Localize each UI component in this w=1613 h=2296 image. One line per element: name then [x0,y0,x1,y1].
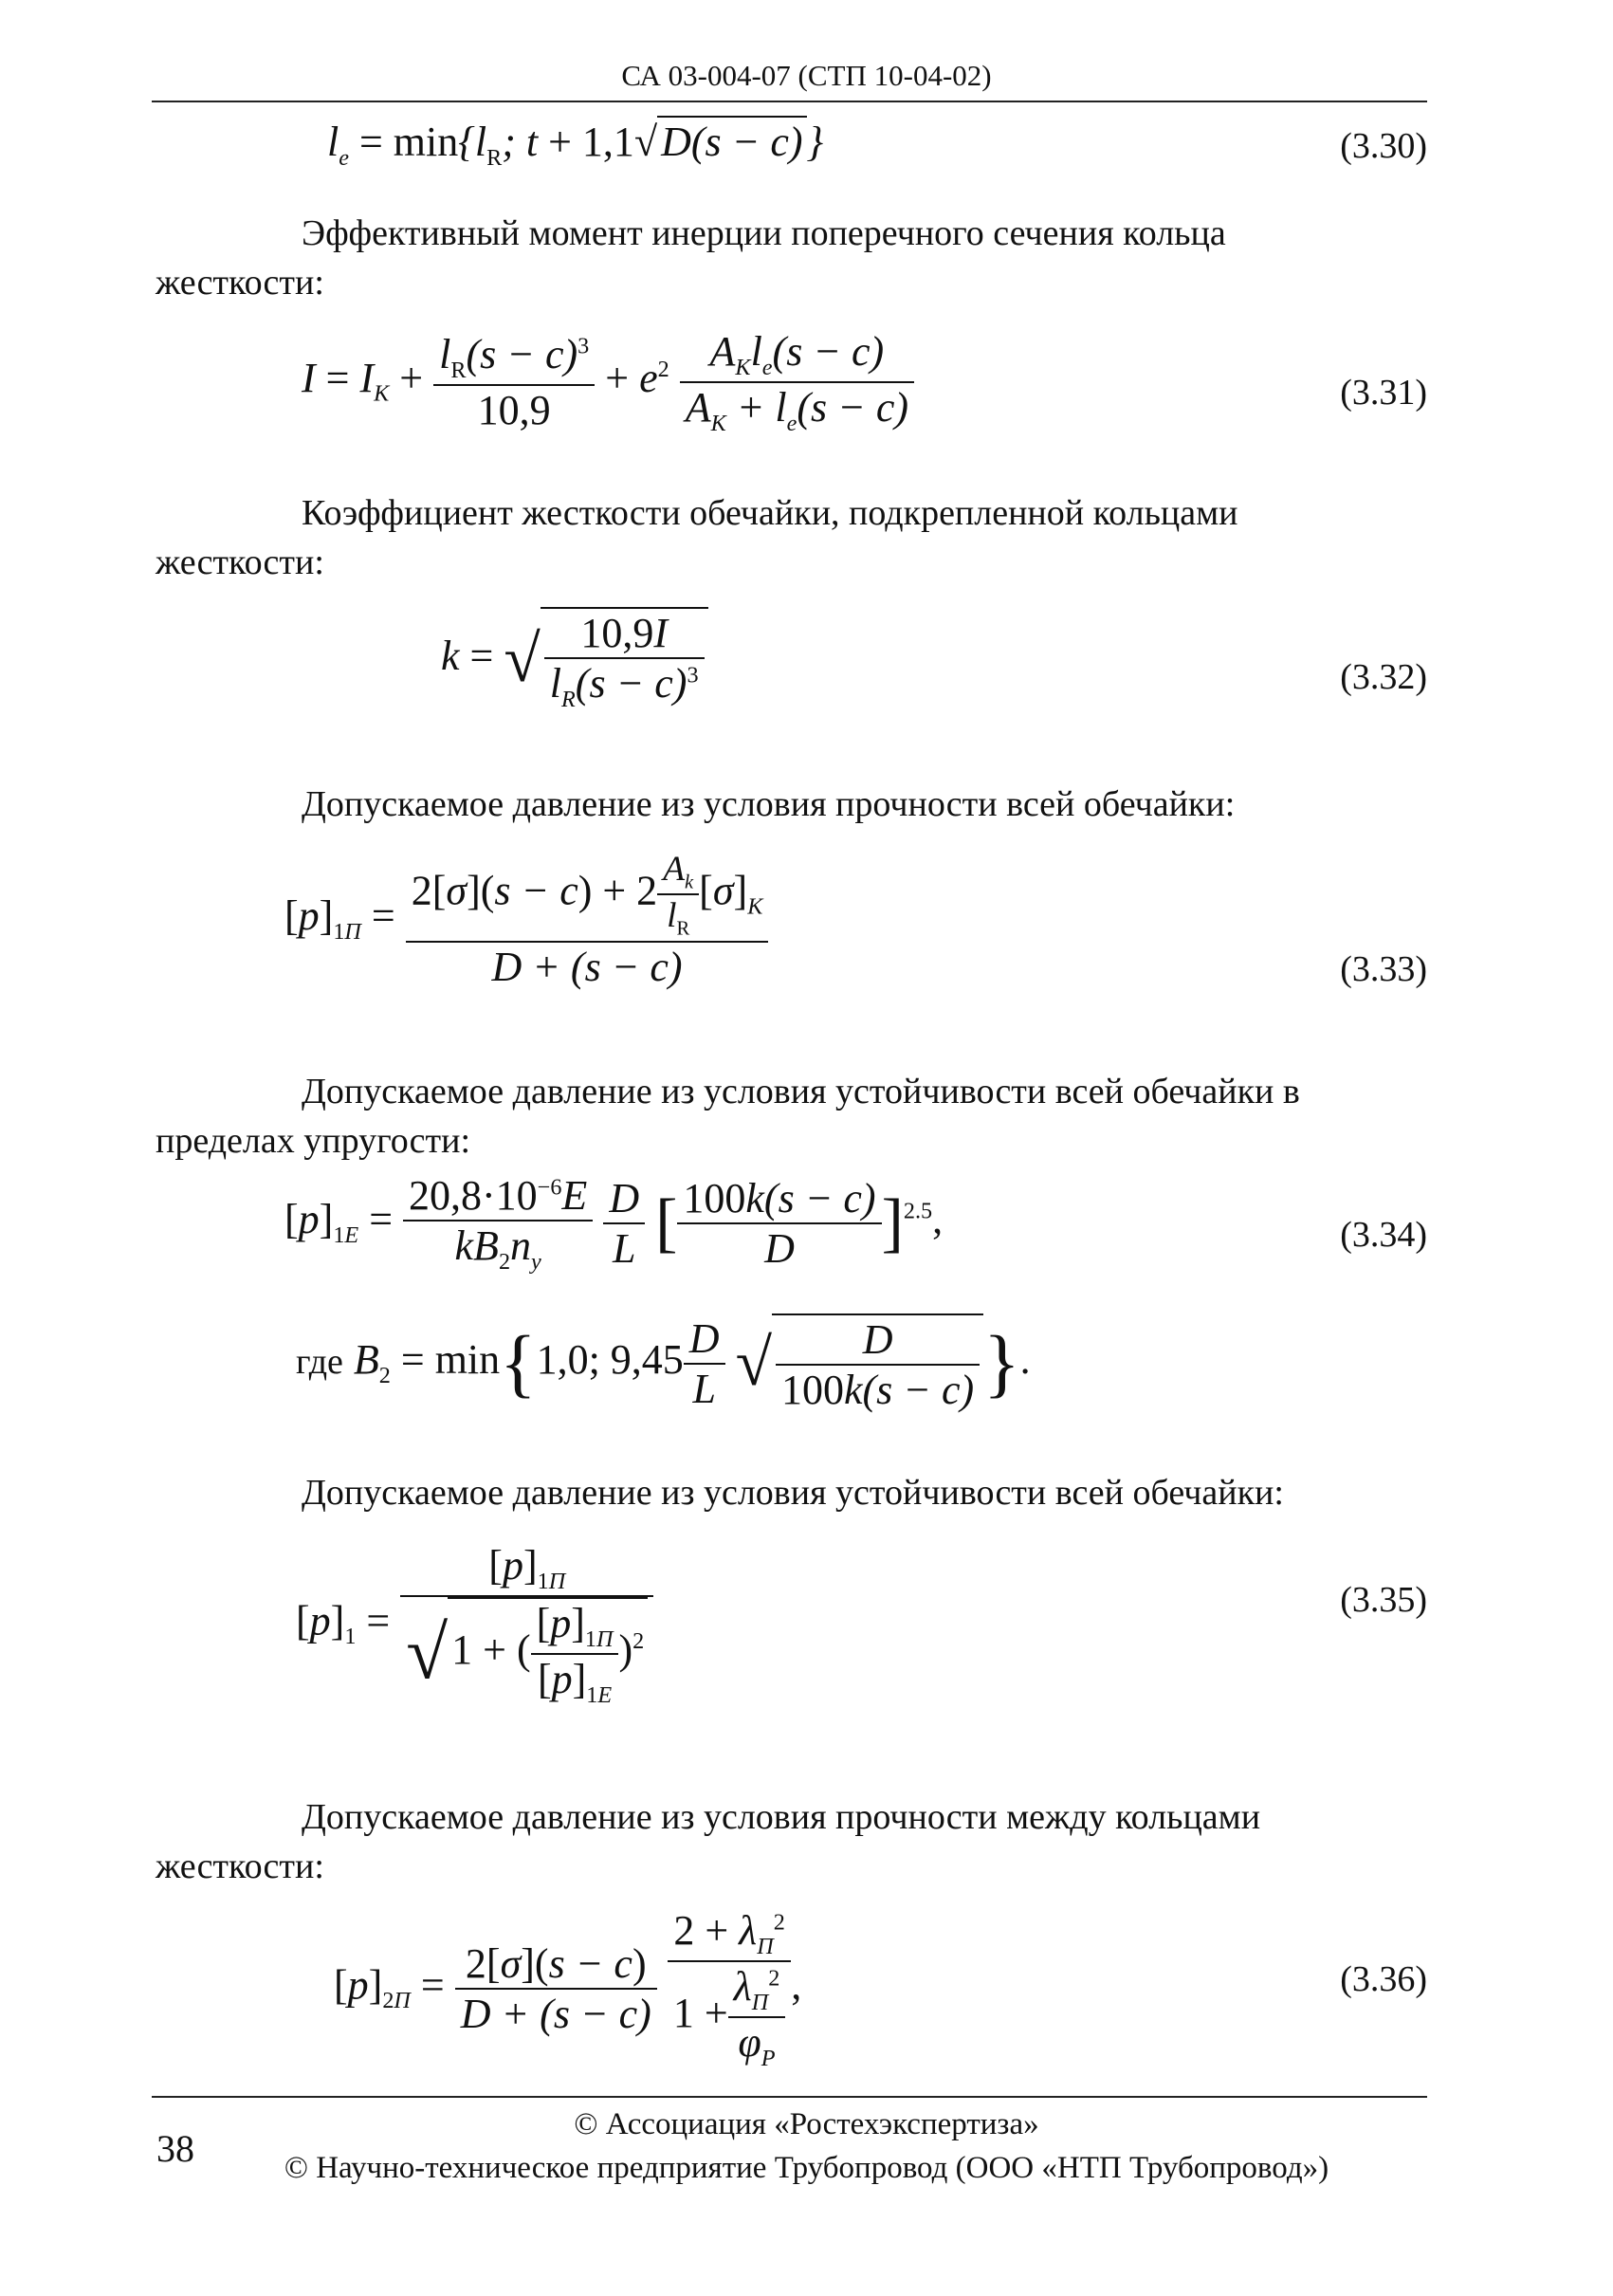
page-number: 38 [156,2127,194,2170]
footer-rule [152,2096,1427,2098]
paragraph-text: Допускаемое давление из условия прочности всей обечайки: [302,784,1236,824]
paragraph-text: Эффективный момент инерции поперечного сечения кольца [302,213,1226,253]
paragraph-text: жесткости: [156,1846,324,1886]
paragraph-stability-elastic [156,1067,1426,1166]
equation-number-3-34: (3.34) [1340,1215,1427,1255]
paragraph-stiffness-coefficient [156,488,1426,587]
equation-3-36: $[p]_{2П}$ = $\frac{2[\sigma](s - c)}{D + (s - c)}$ $2 + \lambda_П^2$ 1 + $\frac{\lambda_П^2}{\varphi_P}$ , [334,1907,802,2071]
equation-number-3-30: (3.30) [1340,126,1427,166]
equation-number-3-31: (3.31) [1340,373,1427,413]
equation-3-31: $I = I_K$ + $\frac{l_R(s - c)^3}{10,9}$ + $e^2$ $\frac{A_Kl_e(s - c)}{A_K + l_e(s - c)}$ [302,327,914,437]
footer-copyright-ntp: © Научно-техническое предприятие Трубопровод (ООО «НТП Трубопровод») [284,2151,1329,2185]
equation-3-34: $[p]_{1E}$ = $\frac{20,8\cdot 10^{-6}E}{kB_2n_y}$ $\frac{D}{L}$ [ $\frac{100k(s - c)}{D}$ ]$^{2.5}$, [284,1172,944,1275]
paragraph-text: Допускаемое давление из условия прочности между кольцами [302,1797,1261,1837]
footer-copyright-association: © Ассоциация «Ростехэкспертиза» [574,2107,1039,2141]
equation-number-3-36: (3.36) [1340,1959,1427,1999]
paragraph-text: жесткости: [156,542,324,582]
paragraph-strength-whole-shell [156,780,1426,829]
paragraph-text: пределах упругости: [156,1121,471,1161]
equation-3-33: $[p]_{1П}$ = 2[σ](s − c) + 2 $\frac{A_k}{l_R}$ $[\sigma]_K$ D + (s − c) [284,849,768,991]
paragraph-strength-between-rings [156,1792,1426,1891]
paragraph-text: Допускаемое давление из условия устойчивости всей обечайки: [302,1473,1284,1513]
paragraph-text: жесткости: [156,263,324,303]
equation-3-35: $[p]_1$ = $[p]_{1П}$ √1 + ( $\frac{[p]_{1П}}{[p]_{1E}}$ )$^2$ [296,1541,653,1708]
equation-number-3-35: (3.35) [1340,1580,1427,1620]
paragraph-text: Коэффициент жесткости обечайки, подкрепленной кольцами [302,493,1238,533]
equation-b2-definition: где $B_2 = \min\{1,0$; 9,45 $\frac{D}{L}$ √ $\frac{D}{100k(s - c)}$ }. [296,1315,1031,1413]
paragraph-text: Допускаемое давление из условия устойчивости всей обечайки в [302,1072,1300,1111]
where-label: где [296,1342,343,1383]
equation-number-3-33: (3.33) [1340,949,1427,989]
paragraph-moment-of-inertia [156,209,1426,307]
running-header: СА 03-004-07 (СТП 10-04-02) [621,59,992,92]
equation-3-32: k = √ $\frac{10,9I}{l_R(s - c)^3}$ [441,607,708,713]
equation-number-3-32: (3.32) [1340,657,1427,697]
equation-3-30: $l_e = \min\{l_R$; t + 1,1√D(s − c)} [327,116,823,172]
header-rule [152,101,1427,102]
paragraph-stability-whole-shell [156,1468,1426,1517]
